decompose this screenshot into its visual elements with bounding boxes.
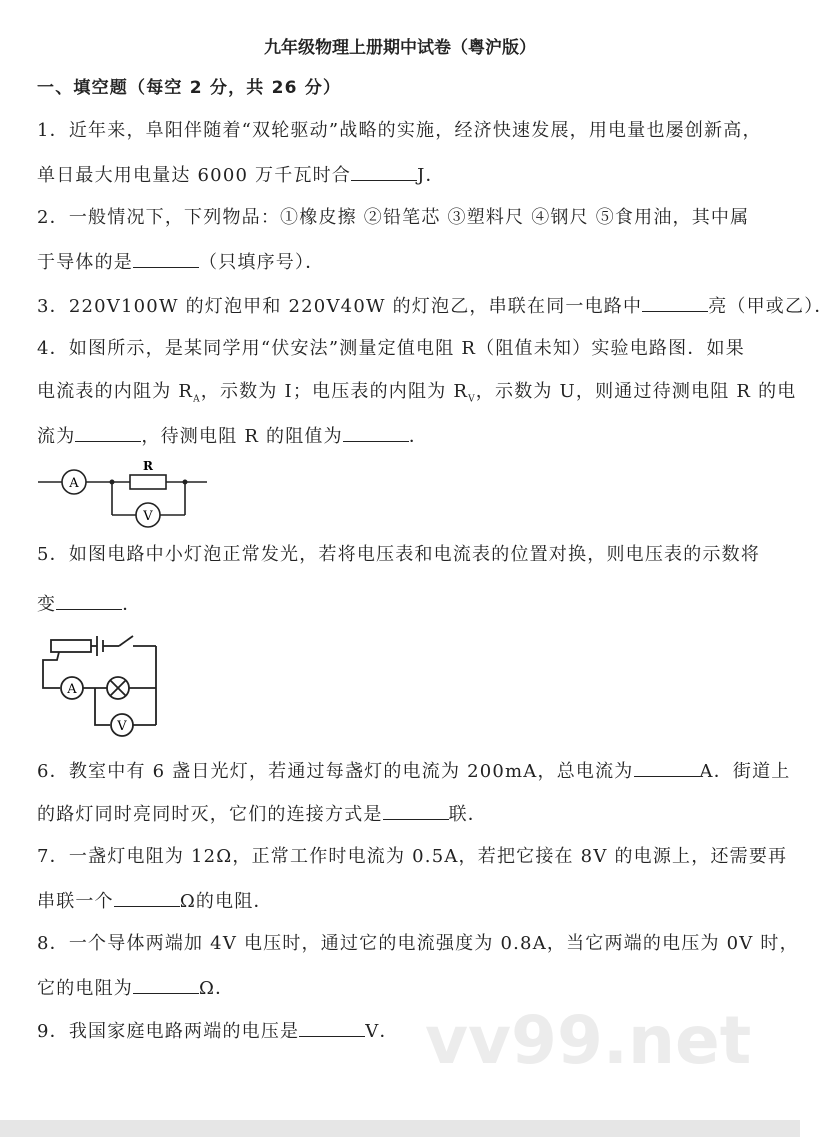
text: ，示数为 U，则通过待测电阻 R 的电 bbox=[475, 381, 797, 402]
answer-blank bbox=[343, 423, 409, 442]
q2-line1: 2．一般情况下，下列物品：①橡皮擦 ②铅笔芯 ③塑料尺 ④钢尺 ⑤食用油，其中属 bbox=[37, 207, 750, 228]
text: ，示数为 I；电压表的内阻为 R bbox=[200, 381, 469, 402]
text: 9．我国家庭电路两端的电压是 bbox=[37, 1021, 300, 1042]
text: 单日最大用电量达 6000 万千瓦时合 bbox=[37, 165, 352, 186]
answer-blank bbox=[75, 423, 141, 442]
circuit-diagram-1 bbox=[35, 455, 215, 530]
text: ． bbox=[408, 426, 429, 447]
text: A．街道上 bbox=[699, 761, 791, 782]
q4-line2 bbox=[37, 380, 796, 412]
text: Ω． bbox=[199, 978, 235, 999]
text: 电流表的内阻为 R bbox=[37, 381, 194, 402]
ammeter-label: A bbox=[67, 682, 77, 697]
text: 串联一个 bbox=[37, 891, 114, 912]
q7-line1: 7．一盏灯电阻为 12Ω，正常工作时电流为 0.5A，若把它接在 8V 的电源上，还需要再 bbox=[37, 846, 788, 867]
text: J． bbox=[417, 165, 445, 186]
q8-line1: 8．一个导体两端加 4V 电压时，通过它的电流强度为 0.8A，当它两端的电压为 0V 时， bbox=[37, 933, 799, 954]
q2-line2 bbox=[37, 249, 324, 275]
q8-line2 bbox=[37, 975, 234, 1001]
circuit-diagram-2 bbox=[35, 628, 165, 738]
text: 的路灯同时亮同时灭，它们的连接方式是 bbox=[37, 804, 383, 825]
answer-blank bbox=[133, 975, 199, 994]
answer-blank bbox=[383, 801, 449, 820]
text: 3．220V100W 的灯泡甲和 220V40W 的灯泡乙，串联在同一电路中 bbox=[37, 296, 643, 317]
answer-blank bbox=[351, 162, 417, 181]
answer-blank bbox=[634, 758, 700, 777]
watermark: vv99.net bbox=[425, 1002, 752, 1079]
subscript: A bbox=[193, 394, 201, 405]
text: （只填序号）． bbox=[199, 252, 325, 273]
q4-line3 bbox=[37, 423, 428, 449]
q4-line1: 4．如图所示，是某同学用“伏安法”测量定值电阻 R（阻值未知）实验电路图．如果 bbox=[37, 338, 745, 359]
answer-blank bbox=[56, 591, 122, 610]
text: 它的电阻为 bbox=[37, 978, 133, 999]
ammeter-label: A bbox=[69, 476, 79, 491]
answer-blank bbox=[642, 293, 708, 312]
q6-line2 bbox=[37, 801, 487, 827]
q7-line2 bbox=[37, 888, 273, 914]
q3-line1 bbox=[37, 293, 834, 319]
text: 流为 bbox=[37, 426, 76, 447]
resistor-label: R bbox=[143, 459, 153, 473]
voltmeter-label: V bbox=[117, 719, 127, 734]
text: 亮（甲或乙）． bbox=[708, 296, 834, 317]
answer-blank bbox=[299, 1018, 365, 1037]
q9-line1 bbox=[37, 1018, 399, 1044]
section-heading: 一、填空题（每空 2 分，共 26 分） bbox=[37, 78, 342, 98]
text: 6．教室中有 6 盏日光灯，若通过每盏灯的电流为 200mA，总电流为 bbox=[37, 761, 634, 782]
subscript: V bbox=[468, 394, 476, 405]
q5-line2 bbox=[37, 591, 141, 617]
text: 变 bbox=[37, 594, 57, 615]
q5-line1: 5．如图电路中小灯泡正常发光，若将电压表和电流表的位置对换，则电压表的示数将 bbox=[37, 544, 761, 565]
voltmeter-label: V bbox=[143, 509, 153, 524]
q1-line2 bbox=[37, 162, 445, 188]
text: 联． bbox=[448, 804, 488, 825]
text: ． bbox=[122, 594, 142, 615]
q1-line1: 1．近年来，阜阳伴随着“双轮驱动”战略的实施，经济快速发展，用电量也屡创新高， bbox=[37, 120, 762, 141]
text: Ω的电阻． bbox=[179, 891, 273, 912]
text: ，待测电阻 R 的阻值为 bbox=[141, 426, 343, 447]
answer-blank bbox=[133, 249, 199, 268]
text: V． bbox=[365, 1021, 399, 1042]
q6-line1 bbox=[37, 758, 791, 784]
text: 于导体的是 bbox=[37, 252, 133, 273]
page-bottom-edge bbox=[0, 1120, 800, 1137]
answer-blank bbox=[114, 888, 180, 907]
page-title: 九年级物理上册期中试卷（粤沪版） bbox=[264, 38, 536, 58]
